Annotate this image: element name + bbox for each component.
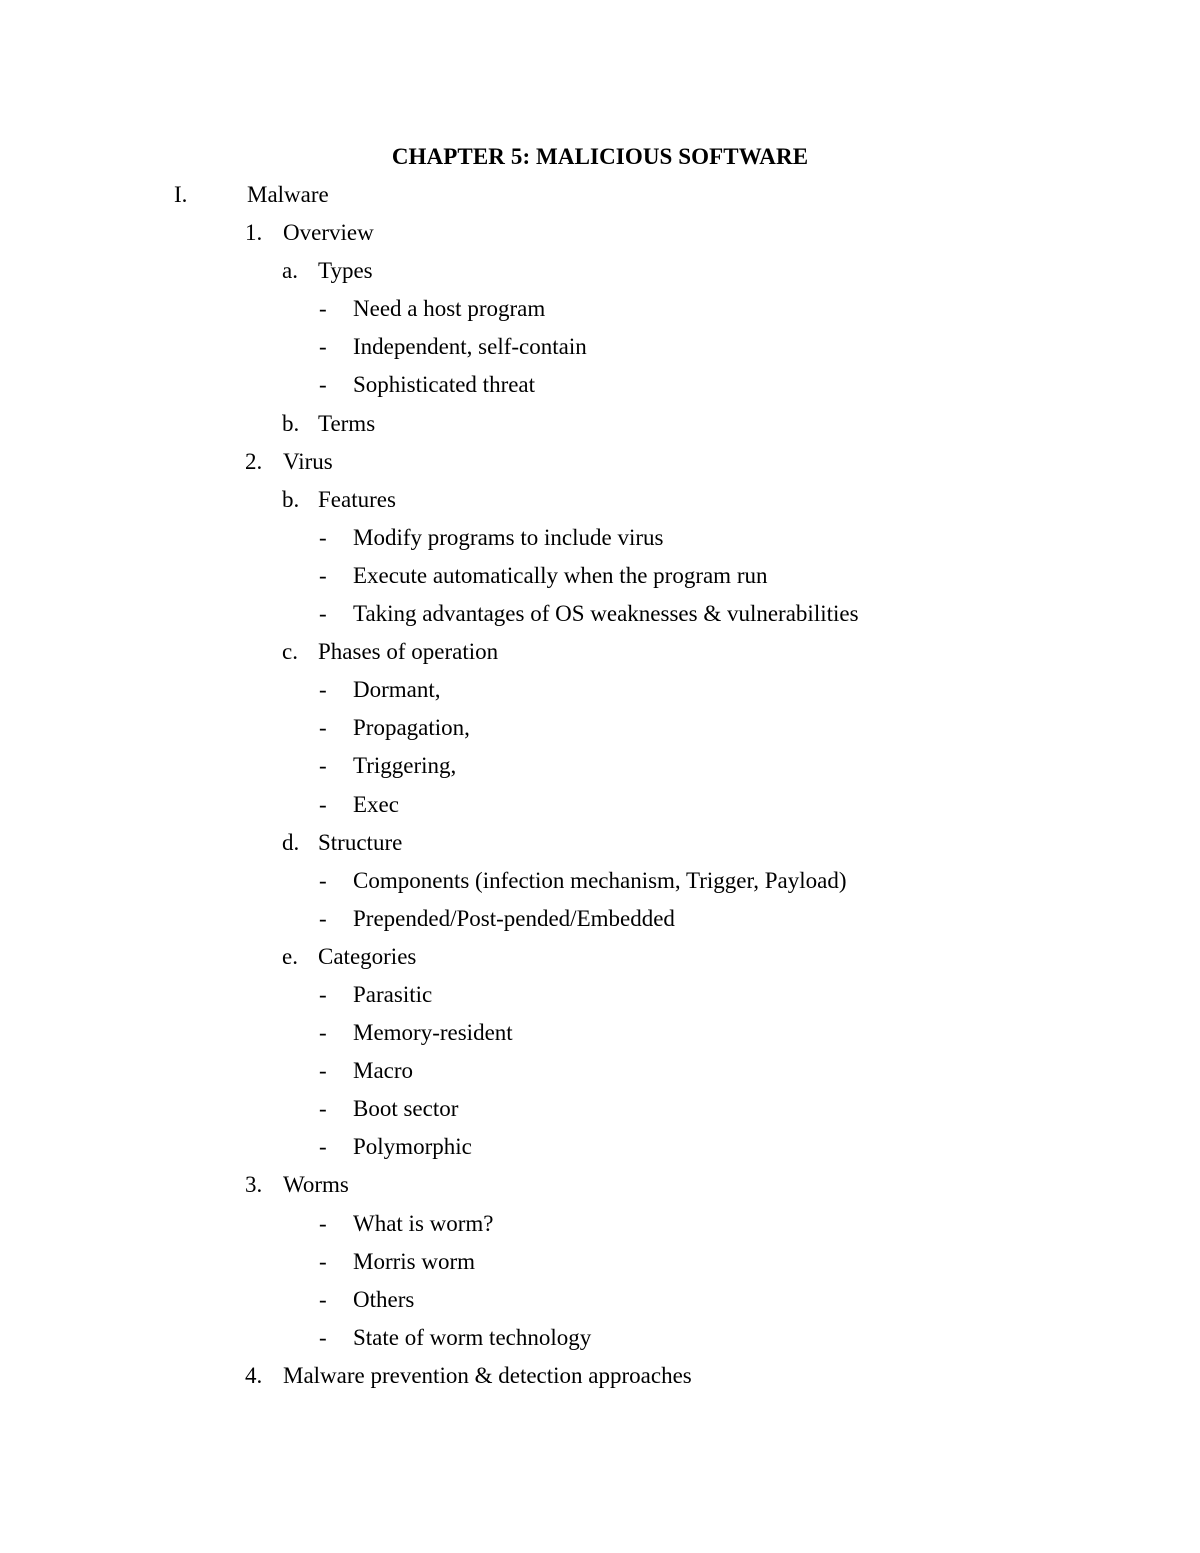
bullet-dash: - [319, 753, 327, 779]
outline-text: Macro [353, 1058, 414, 1084]
outline-lettered-item [0, 636, 1200, 674]
outline-text: Virus [283, 448, 333, 474]
outline-text: Malware [247, 182, 329, 207]
bullet-dash: - [319, 867, 327, 893]
bullet-dash: - [319, 562, 327, 588]
bullet-dash: - [319, 1096, 327, 1122]
outline-text: Polymorphic [353, 1134, 472, 1160]
outline-text: Need a host program [353, 296, 546, 322]
outline-bullet-item [0, 331, 1200, 369]
outline-text: Sophisticated threat [353, 372, 536, 398]
bullet-dash: - [319, 296, 327, 322]
outline-numbered-item [0, 1169, 1200, 1207]
outline-lettered-item [0, 941, 1200, 979]
outline-bullet-item [0, 293, 1200, 331]
bullet-dash: - [319, 334, 327, 360]
list-marker: b. [282, 410, 300, 436]
outline-text: Triggering, [353, 753, 457, 779]
bullet-dash: - [319, 715, 327, 741]
chapter-outline [0, 179, 1200, 1398]
bullet-dash: - [319, 1020, 327, 1046]
outline-text: Morris worm [353, 1248, 476, 1274]
outline-bullet-item [0, 903, 1200, 941]
bullet-dash: - [319, 601, 327, 627]
outline-bullet-item [0, 865, 1200, 903]
list-marker: a. [282, 258, 298, 284]
bullet-dash: - [319, 1248, 327, 1274]
outline-text: Independent, self-contain [353, 334, 587, 360]
outline-numbered-item [0, 1360, 1200, 1398]
list-marker: 4. [245, 1362, 263, 1388]
bullet-dash: - [319, 1324, 327, 1350]
bullet-dash: - [319, 1210, 327, 1236]
outline-text: Dormant, [353, 677, 441, 703]
bullet-dash: - [319, 905, 327, 931]
list-marker: I. [174, 182, 188, 207]
outline-bullet-item [0, 750, 1200, 788]
outline-text: Propagation, [353, 715, 470, 741]
outline-text: Categories [318, 943, 417, 969]
bullet-dash: - [319, 791, 327, 817]
outline-bullet-item [0, 369, 1200, 407]
outline-text: What is worm? [353, 1210, 494, 1236]
outline-bullet-item [0, 560, 1200, 598]
outline-text: Boot sector [353, 1096, 459, 1122]
outline-bullet-item [0, 674, 1200, 712]
outline-text: Terms [318, 410, 376, 436]
list-marker: 2. [245, 448, 263, 474]
outline-bullet-item [0, 522, 1200, 560]
outline-text: Execute automatically when the program run [353, 562, 768, 588]
bullet-dash: - [319, 677, 327, 703]
outline-lettered-item [0, 484, 1200, 522]
outline-bullet-item [0, 1284, 1200, 1322]
outline-text: Components (infection mechanism, Trigger, Payload) [353, 867, 847, 893]
outline-lettered-item [0, 827, 1200, 865]
outline-text: Exec [353, 791, 399, 817]
outline-text: Others [353, 1286, 415, 1312]
outline-text: Overview [283, 220, 374, 246]
outline-bullet-item [0, 1246, 1200, 1284]
outline-bullet-item [0, 1322, 1200, 1360]
outline-text: State of worm technology [353, 1324, 592, 1350]
list-marker: d. [282, 829, 300, 855]
bullet-dash: - [319, 981, 327, 1007]
outline-text: Malware prevention & detection approaches [283, 1362, 692, 1388]
list-marker: b. [282, 486, 300, 512]
page-title: CHAPTER 5: MALICIOUS SOFTWARE [391, 144, 809, 169]
bullet-dash: - [319, 1286, 327, 1312]
bullet-dash: - [319, 372, 327, 398]
outline-text: Structure [318, 829, 403, 855]
bullet-dash: - [319, 1058, 327, 1084]
list-marker: c. [282, 639, 298, 665]
outline-bullet-item [0, 598, 1200, 636]
outline-bullet-item [0, 1131, 1200, 1169]
outline-bullet-item [0, 789, 1200, 827]
outline-text: Phases of operation [318, 639, 499, 665]
list-marker: 3. [245, 1172, 263, 1198]
outline-numbered-item [0, 217, 1200, 255]
outline-text: Types [318, 258, 373, 284]
outline-bullet-item [0, 1017, 1200, 1055]
outline-text: Prepended/Post-pended/Embedded [353, 905, 675, 931]
outline-bullet-item [0, 1055, 1200, 1093]
outline-text: Modify programs to include virus [353, 524, 664, 550]
outline-bullet-item [0, 979, 1200, 1017]
list-marker: 1. [245, 220, 263, 246]
bullet-dash: - [319, 524, 327, 550]
bullet-dash: - [319, 1134, 327, 1160]
outline-text: Features [318, 486, 396, 512]
outline-bullet-item [0, 1208, 1200, 1246]
outline-text: Memory-resident [353, 1020, 513, 1046]
list-marker: e. [282, 943, 298, 969]
outline-bullet-item [0, 712, 1200, 750]
outline-text: Parasitic [353, 981, 433, 1007]
outline-numbered-item [0, 446, 1200, 484]
outline-text: Taking advantages of OS weaknesses & vulnerabilities [353, 601, 859, 627]
outline-text: Worms [283, 1172, 349, 1198]
outline-bullet-item [0, 1093, 1200, 1131]
outline-lettered-item [0, 408, 1200, 446]
outline-lettered-item [0, 255, 1200, 293]
outline-section-heading [0, 179, 1200, 217]
